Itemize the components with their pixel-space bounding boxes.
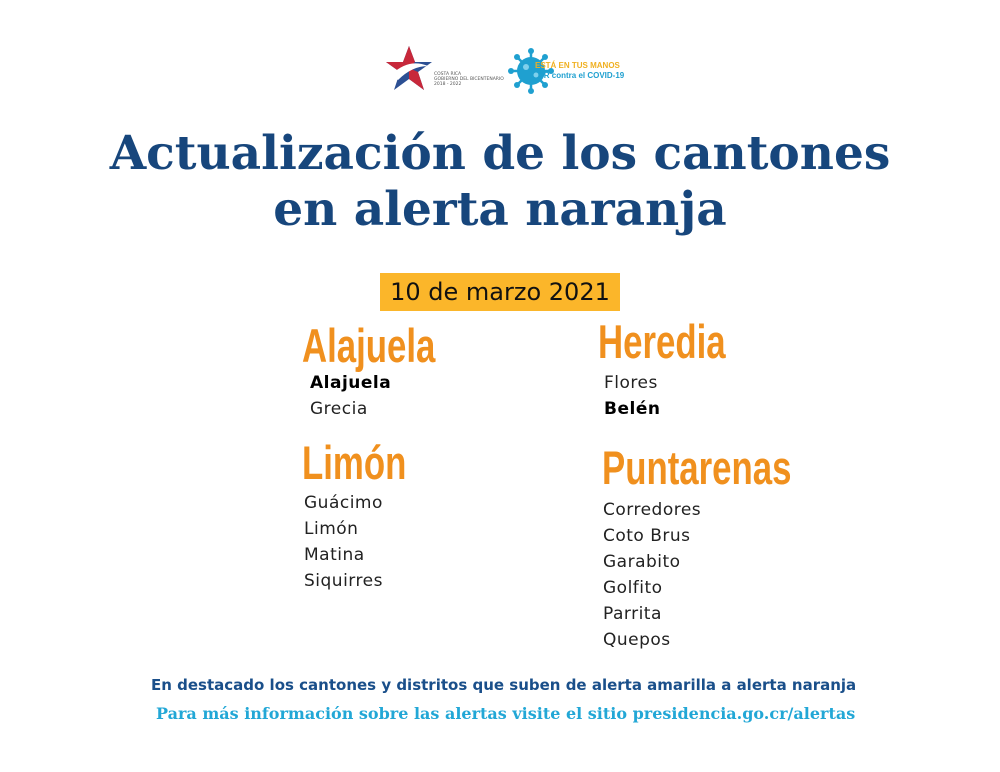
campaign-logo (508, 48, 628, 98)
canton-list-puntarenas (603, 497, 701, 653)
canton-item: Siquirres (304, 571, 383, 591)
logo-bar (0, 40, 1000, 100)
campaign-logo-slogan: ESTÁ EN TUS MANOS (535, 61, 620, 70)
province-heading-alajuela: Alajuela (302, 319, 436, 372)
page-title-line: en alerta naranja (273, 182, 727, 237)
province-heading-heredia: Heredia (598, 315, 726, 368)
highlight-note: En destacado los cantones y distritos que suben de alerta amarilla a alerta naranja (151, 676, 857, 694)
canton-item: Grecia (310, 399, 368, 419)
canton-item: Garabito (603, 552, 681, 572)
canton-item: Parrita (603, 604, 662, 624)
canton-item: Quepos (603, 630, 671, 650)
canton-list-alajuela (310, 370, 391, 422)
campaign-logo-subtitle: CR contra el COVID-19 (538, 71, 625, 80)
canton-item: Flores (604, 373, 658, 393)
canton-item: Matina (304, 545, 365, 565)
canton-item: Coto Brus (603, 526, 691, 546)
province-heading-limon: Limón (302, 436, 407, 489)
costa-rica-star-logo-icon (384, 44, 434, 94)
date-banner (0, 273, 1000, 311)
canton-list-limon (304, 490, 383, 594)
government-logo-line: GOBIERNO DEL BICENTENARIO (434, 77, 504, 82)
canton-item: Corredores (603, 500, 702, 520)
canton-item: Alajuela (310, 373, 392, 393)
government-logo (384, 44, 504, 94)
info-note: Para más información sobre las alertas visite el sitio presidencia.go.cr/alertas (156, 704, 856, 723)
canton-item: Belén (604, 399, 661, 419)
government-logo-line: 2018 - 2022 (434, 82, 462, 87)
page-title-line: Actualización de los cantones (109, 126, 891, 181)
date-label: 10 de marzo 2021 (380, 273, 620, 311)
canton-item: Golfito (603, 578, 663, 598)
province-heading-puntarenas: Puntarenas (602, 441, 792, 494)
canton-item: Limón (304, 519, 359, 539)
canton-item: Guácimo (304, 493, 383, 513)
government-logo-line: COSTA RICA (434, 72, 462, 77)
canton-list-heredia (604, 370, 660, 422)
page-title (0, 126, 1000, 238)
